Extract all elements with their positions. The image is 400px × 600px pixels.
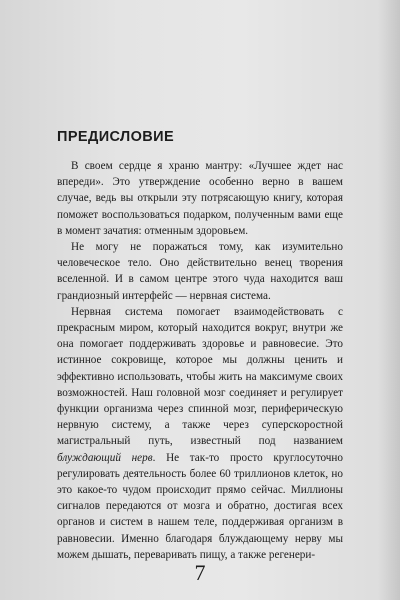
paragraph-3 <box>57 304 343 563</box>
page-content <box>57 128 343 563</box>
page-number: 7 <box>194 560 206 585</box>
paragraph-1-text: В своем сердце я храню мантру: «Лучшее ждет нас впереди». Это утверждение особенно верно в вашем случае, ведь вы открыли эту потрясающую книгу, которая поможет воспользоваться подарком, полученным вами еще в момент зачатия: отменным здоровьем. <box>57 160 343 237</box>
paragraph-2-text: Не могу не поражаться тому, как изумительно человеческое тело. Оно действительно венец творения вселенной. И в самом центре этого чуда находится ваш грандиозный интерфейс — нервная система. <box>57 241 343 302</box>
paragraph-3-text-b: . Не так-то просто круглосуточно регулировать деятельность более 60 триллионов клеток, но это какое-то чудом происходит прямо сейчас. Миллионы сигналов передаются от мозга и обратно, достигая всех органов и систем в нашем теле, поддерживая организм в равновесии. Именно благодаря блуждающему нерву мы можем дышать, переваривать пищу, а также регенери- <box>57 451 343 561</box>
paragraph-3-text-a: Нервная система помогает взаимодействовать с прекрасным миром, который находится вокруг, внутри же она помогает поддерживать здоровье и равновесие. Это истинное сокровище, которое мы должны ценить и эффективно использовать, чтобы жить на максимуме своих возможностей. Наш головной мозг соединяет и регулирует функции организма через спинной мозг, периферическую нервную систему, а также через суперскоростной магистральный путь, известный под названием <box>57 305 343 448</box>
chapter-heading: ПРЕДИСЛОВИЕ <box>57 129 175 145</box>
paragraph-3-italic-term: блуждающий нерв <box>57 451 153 464</box>
paragraph-2 <box>57 239 343 304</box>
paragraph-1 <box>57 158 343 239</box>
book-spine-shadow <box>378 0 400 600</box>
